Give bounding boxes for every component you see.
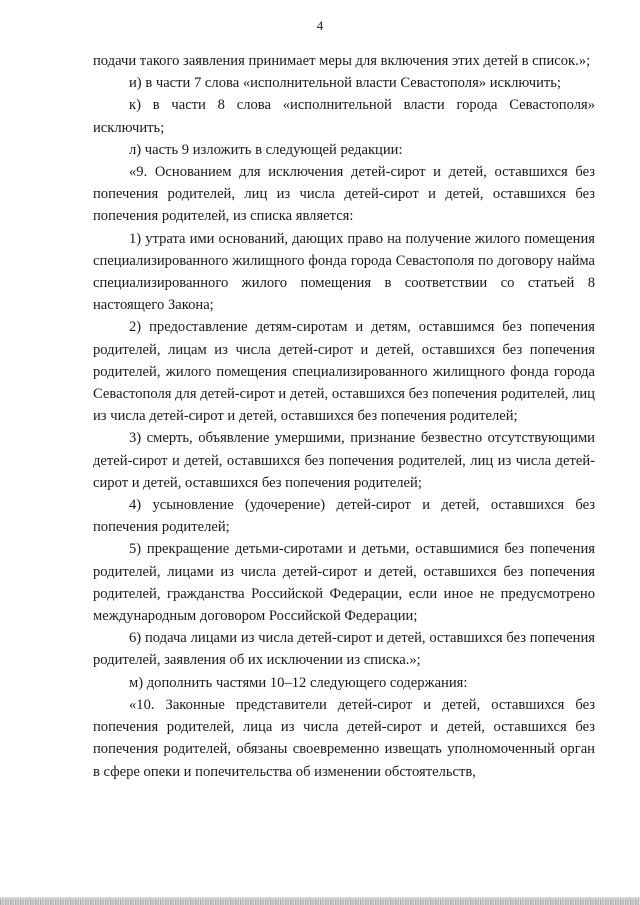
- paragraph-clause-4: 4) усыновление (удочерение) детей-сирот и детей, оставшихся без попечения родителей;: [93, 497, 595, 536]
- paragraph-continuation: подачи такого заявления принимает меры для включения этих детей в список.»;: [93, 53, 591, 69]
- paragraph-clause-5: 5) прекращение детьми-сиротами и детьми, оставшимися без попечения родителей, лицами из числа детей-сирот и детей, оставшихся без попечения родителей, гражданства Российской Федерации, если иное не предусмотрено международным договором Российской Федерации;: [93, 541, 595, 625]
- document-body: [93, 50, 595, 783]
- paragraph-item-m: м) дополнить частями 10–12 следующего содержания:: [129, 674, 468, 691]
- paragraph-item-i: и) в части 7 слова «исполнительной власти Севастополя» исключить;: [129, 75, 561, 92]
- paragraph-clause-1: 1) утрата ими оснований, дающих право на получение жилого помещения специализированного жилищного фонда города Севастополя по договору найма специализированного жилого помещения в соответствии со статьей 8 настоящего Закона;: [93, 230, 595, 314]
- paragraph-clause-3: 3) смерть, объявление умершими, признание безвестно отсутствующими детей-сирот и детей, оставшихся без попечения родителей, лиц из числа детей-сирот и детей, оставшихся без попечения родителей;: [93, 430, 595, 491]
- paragraph-clause-2: 2) предоставление детям-сиротам и детям, оставшимся без попечения родителей, лицам из числа детей-сирот и детей, оставшихся без попечения родителей, жилого помещения специализированного жилищного фонда города Севастополя для детей-сирот и детей, оставшихся без попечения родителей, лиц из числа детей-сирот и детей, оставшихся без попечения родителей;: [93, 319, 595, 425]
- scan-edge-noise: [0, 899, 640, 905]
- page-number: 4: [316, 18, 324, 33]
- paragraph-clause-6: 6) подача лицами из числа детей-сирот и детей, оставшихся без попечения родителей, заявления об их исключении из списка.»;: [93, 630, 595, 669]
- paragraph-item-k: к) в части 8 слова «исполнительной власти города Севастополя» исключить;: [93, 97, 595, 136]
- paragraph-part-9: «9. Основанием для исключения детей-сирот и детей, оставшихся без попечения родителей, лиц из числа детей-сирот и детей, оставшихся без попечения родителей, из списка является:: [93, 164, 595, 225]
- paragraph-item-l: л) часть 9 изложить в следующей редакции:: [129, 141, 403, 158]
- paragraph-part-10: «10. Законные представители детей-сирот и детей, оставшихся без попечения родителей, лица из числа детей-сирот и детей, оставшихся без попечения родителей, обязаны своевременно извещать уполномоченный орган в сфере опеки и попечительства об изменении обстоятельств,: [93, 696, 595, 780]
